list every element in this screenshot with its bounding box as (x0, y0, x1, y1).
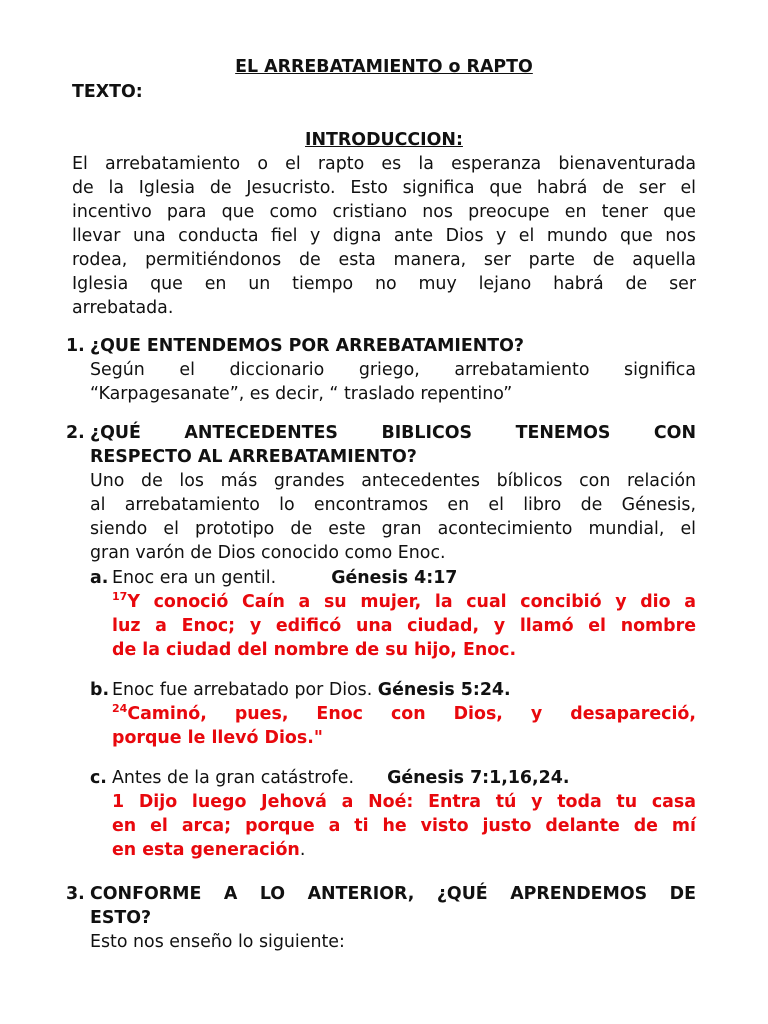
verse-text: en esta generación (112, 840, 300, 860)
intro-line: llevar una conducta fiel y digna ante Dios y el mundo que nos (72, 226, 696, 246)
verse-line (112, 838, 696, 862)
section-number: 3. (66, 884, 85, 904)
bible-reference: Génesis 7:1,16,24. (387, 768, 570, 788)
intro-line: de la Iglesia de Jesucristo. Esto significa que habrá de ser el (72, 178, 696, 198)
section-line: Esto nos enseño lo siguiente: (90, 932, 345, 952)
verse-line: de la ciudad del nombre de su hijo, Enoc. (112, 640, 517, 660)
intro-line: incentivo para que como cristiano nos preocupe en tener que (72, 202, 696, 222)
subsection-text: Enoc era un gentil. (112, 568, 277, 588)
section-number: 1. (66, 336, 85, 356)
section-2 (66, 421, 696, 565)
subsection-c (90, 766, 696, 862)
section-heading: ¿QUE ENTENDEMOS POR ARREBATAMIENTO? (90, 336, 525, 356)
subsection-letter: a. (90, 568, 109, 588)
section-1 (66, 334, 696, 406)
section-line: siendo el prototipo de este gran acontecimiento mundial, el (90, 519, 696, 539)
verse-line: porque le llevó Dios." (112, 728, 323, 748)
intro-line: rodea, permitiéndonos de esta manera, ser parte de aquella (72, 250, 696, 270)
bible-reference: Génesis 5:24. (377, 680, 511, 700)
verse-text: Y conoció Caín a su mujer, la cual concibió y dio a (127, 592, 696, 612)
subsection-b (90, 678, 696, 750)
subsection-text: Antes de la gran catástrofe. (112, 768, 355, 788)
intro-heading: INTRODUCCION: (305, 130, 463, 150)
subsection-letter: b. (90, 680, 110, 700)
section-3 (66, 882, 696, 954)
section-line: “Karpagesanate”, es decir, “ traslado repentino” (90, 384, 513, 404)
section-line: Uno de los más grandes antecedentes bíblicos con relación (90, 471, 696, 491)
section-line: Según el diccionario griego, arrebatamiento significa (90, 360, 696, 380)
subsection-line (112, 678, 696, 702)
intro-line: Iglesia que en un tiempo no muy lejano habrá de ser (72, 274, 696, 294)
section-line: gran varón de Dios conocido como Enoc. (90, 543, 446, 563)
verse-line: en el arca; porque a ti he visto justo delante de mí (112, 816, 696, 836)
subsection-text: Enoc fue arrebatado por Dios. (112, 680, 373, 700)
section-number: 2. (66, 423, 85, 443)
verse-line: luz a Enoc; y edificó una ciudad, y llamó el nombre (112, 616, 696, 636)
verse-number: 17 (112, 590, 128, 604)
subsection-a (90, 566, 696, 662)
section-heading: ESTO? (90, 908, 152, 928)
section-heading: RESPECTO AL ARREBATAMIENTO? (90, 447, 417, 467)
verse-line (112, 702, 696, 726)
subsection-letter: c. (90, 768, 107, 788)
intro-paragraph (72, 152, 696, 320)
section-line: al arrebatamiento lo encontramos en el libro de Génesis, (90, 495, 696, 515)
verse-number: 24 (112, 702, 128, 716)
verse-end: . (299, 840, 306, 860)
verse-line (112, 590, 696, 614)
subsection-line (112, 766, 696, 790)
verse-text: Caminó, pues, Enoc con Dios, y desapareció, (127, 704, 696, 724)
texto-label: TEXTO: (72, 82, 143, 102)
intro-line: arrebatada. (72, 298, 174, 318)
section-heading: CONFORME A LO ANTERIOR, ¿QUÉ APRENDEMOS DE (90, 884, 696, 904)
section-heading: ¿QUÉ ANTECEDENTES BIBLICOS TENEMOS CON (90, 423, 696, 443)
verse-line: 1 Dijo luego Jehová a Noé: Entra tú y toda tu casa (112, 792, 696, 812)
subsection-line (112, 566, 696, 590)
intro-line: El arrebatamiento o el rapto es la esperanza bienaventurada (72, 154, 696, 174)
bible-reference: Génesis 4:17 (331, 568, 458, 588)
document-title: EL ARREBATAMIENTO o RAPTO (235, 57, 533, 77)
